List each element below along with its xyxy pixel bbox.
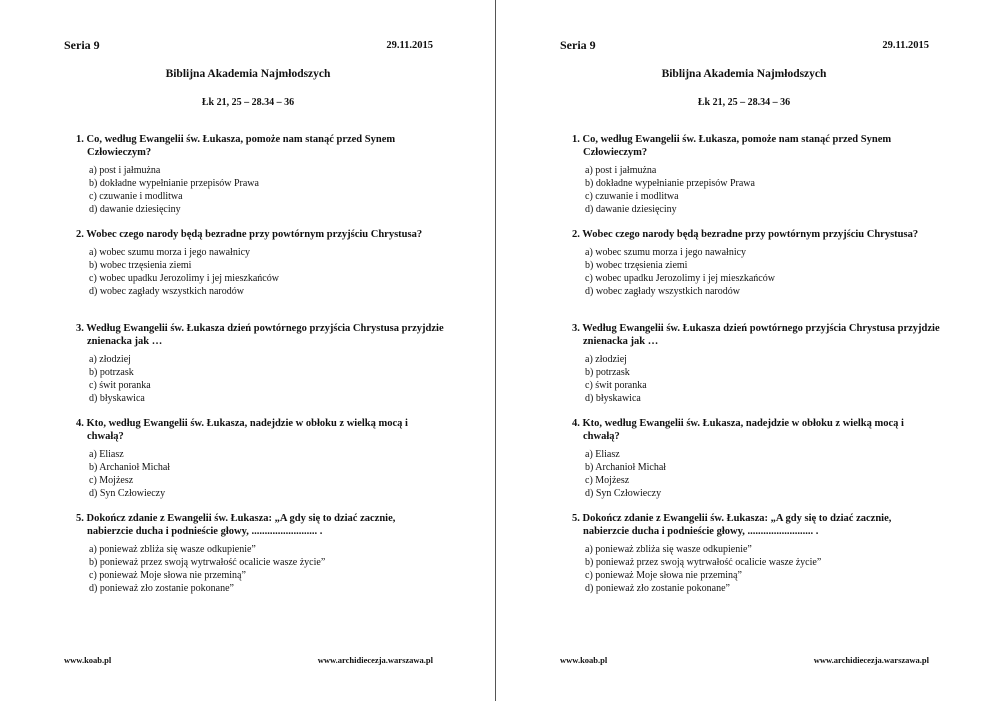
- date-label: 29.11.2015: [882, 40, 929, 51]
- question-text: 3. Według Ewangelii św. Łukasza dzień powtórnego przyjścia Chrystusa przyjdzie znienacka jak …: [76, 323, 444, 347]
- option-d: d) błyskawica: [89, 393, 145, 404]
- option-d: d) ponieważ zło zostanie pokonane”: [585, 583, 730, 594]
- question-1: [64, 133, 444, 216]
- scripture-reference: Łk 21, 25 – 28.34 – 36: [697, 97, 791, 108]
- answer-options: [585, 448, 940, 500]
- option-c: c) Mojżesz: [89, 475, 134, 486]
- option-a: a) ponieważ zbliża się wasze odkupienie”: [585, 544, 752, 555]
- option-d: d) dawanie dziesięciny: [585, 204, 677, 215]
- option-b: b) dokładne wypełnianie przepisów Prawa: [585, 178, 755, 189]
- question-4: [64, 417, 444, 500]
- option-c: c) świt poranka: [89, 380, 151, 391]
- answer-options: [585, 353, 940, 405]
- question-text: 2. Wobec czego narody będą bezradne przy powtórnym przyjściu Chrystusa?: [572, 229, 919, 240]
- answer-options: [89, 246, 444, 298]
- option-b: b) dokładne wypełnianie przepisów Prawa: [89, 178, 259, 189]
- option-a: a) złodziej: [89, 354, 131, 365]
- option-d: d) wobec zagłady wszystkich narodów: [585, 286, 740, 297]
- question-text: 2. Wobec czego narody będą bezradne przy powtórnym przyjściu Chrystusa?: [76, 229, 423, 240]
- scripture-reference: Łk 21, 25 – 28.34 – 36: [201, 97, 295, 108]
- question-text: 5. Dokończ zdanie z Ewangelii św. Łukasza: „A gdy się to dziać zacznie, nabierzcie ducha i podnieście głowy, ......................... .: [572, 513, 892, 537]
- option-b: b) potrzask: [585, 367, 630, 378]
- option-b: b) ponieważ przez swoją wytrwałość ocalicie wasze życie”: [89, 557, 326, 568]
- worksheet-title: Biblijna Akademia Najmłodszych: [165, 68, 331, 80]
- option-c: c) ponieważ Moje słowa nie przeminą”: [89, 570, 246, 581]
- option-c: c) ponieważ Moje słowa nie przeminą”: [585, 570, 742, 581]
- option-c: c) czuwanie i modlitwa: [89, 191, 183, 202]
- option-b: b) Archanioł Michał: [89, 462, 171, 473]
- worksheet-title: Biblijna Akademia Najmłodszych: [661, 68, 827, 80]
- option-c: c) wobec upadku Jerozolimy i jej mieszkańców: [585, 273, 775, 284]
- option-d: d) ponieważ zło zostanie pokonane”: [89, 583, 234, 594]
- option-c: c) czuwanie i modlitwa: [585, 191, 679, 202]
- question-text: 1. Co, według Ewangelii św. Łukasza, pomoże nam stanąć przed Synem Człowieczym?: [572, 134, 892, 158]
- question-5: [560, 512, 940, 595]
- question-2: [64, 228, 444, 298]
- footer-website-right: www.archidiecezja.warszawa.pl: [317, 655, 433, 665]
- option-c: c) wobec upadku Jerozolimy i jej mieszkańców: [89, 273, 279, 284]
- question-text: 3. Według Ewangelii św. Łukasza dzień powtórnego przyjścia Chrystusa przyjdzie znienacka jak …: [572, 323, 940, 347]
- question-3: [560, 322, 940, 405]
- answer-options: [585, 164, 940, 216]
- footer-website-left: www.koab.pl: [64, 655, 112, 665]
- option-a: a) post i jałmużna: [585, 165, 657, 176]
- option-a: a) post i jałmużna: [89, 165, 161, 176]
- question-text: 1. Co, według Ewangelii św. Łukasza, pomoże nam stanąć przed Synem Człowieczym?: [76, 134, 396, 158]
- answer-options: [89, 164, 444, 216]
- option-b: b) ponieważ przez swoją wytrwałość ocalicie wasze życie”: [585, 557, 822, 568]
- answer-options: [89, 543, 444, 595]
- series-label: Seria 9: [64, 38, 100, 52]
- question-4: [560, 417, 940, 500]
- option-d: d) wobec zagłady wszystkich narodów: [89, 286, 244, 297]
- option-a: a) Eliasz: [585, 449, 620, 460]
- question-1: [560, 133, 940, 216]
- option-a: a) wobec szumu morza i jego nawałnicy: [585, 247, 747, 258]
- question-text: 4. Kto, według Ewangelii św. Łukasza, nadejdzie w obłoku z wielką mocą i chwałą?: [76, 418, 408, 442]
- series-label: Seria 9: [560, 38, 596, 52]
- answer-options: [585, 246, 940, 298]
- option-b: b) wobec trzęsienia ziemi: [585, 260, 688, 271]
- question-text: 5. Dokończ zdanie z Ewangelii św. Łukasza: „A gdy się to dziać zacznie, nabierzcie ducha i podnieście głowy, ......................... .: [76, 513, 396, 537]
- option-d: d) Syn Człowieczy: [585, 488, 662, 499]
- option-a: a) wobec szumu morza i jego nawałnicy: [89, 247, 251, 258]
- answer-options: [585, 543, 940, 595]
- question-2: [560, 228, 940, 298]
- option-b: b) Archanioł Michał: [585, 462, 667, 473]
- option-a: a) ponieważ zbliża się wasze odkupienie”: [89, 544, 256, 555]
- date-label: 29.11.2015: [386, 40, 433, 51]
- footer-website-right: www.archidiecezja.warszawa.pl: [813, 655, 929, 665]
- option-c: c) Mojżesz: [585, 475, 630, 486]
- worksheet-page-right: [496, 0, 992, 701]
- option-b: b) wobec trzęsienia ziemi: [89, 260, 192, 271]
- question-text: 4. Kto, według Ewangelii św. Łukasza, nadejdzie w obłoku z wielką mocą i chwałą?: [572, 418, 904, 442]
- option-b: b) potrzask: [89, 367, 134, 378]
- option-d: d) błyskawica: [585, 393, 641, 404]
- question-3: [64, 322, 444, 405]
- footer-website-left: www.koab.pl: [560, 655, 608, 665]
- option-d: d) Syn Człowieczy: [89, 488, 166, 499]
- question-5: [64, 512, 444, 595]
- answer-options: [89, 448, 444, 500]
- option-d: d) dawanie dziesięciny: [89, 204, 181, 215]
- option-c: c) świt poranka: [585, 380, 647, 391]
- option-a: a) Eliasz: [89, 449, 124, 460]
- answer-options: [89, 353, 444, 405]
- option-a: a) złodziej: [585, 354, 627, 365]
